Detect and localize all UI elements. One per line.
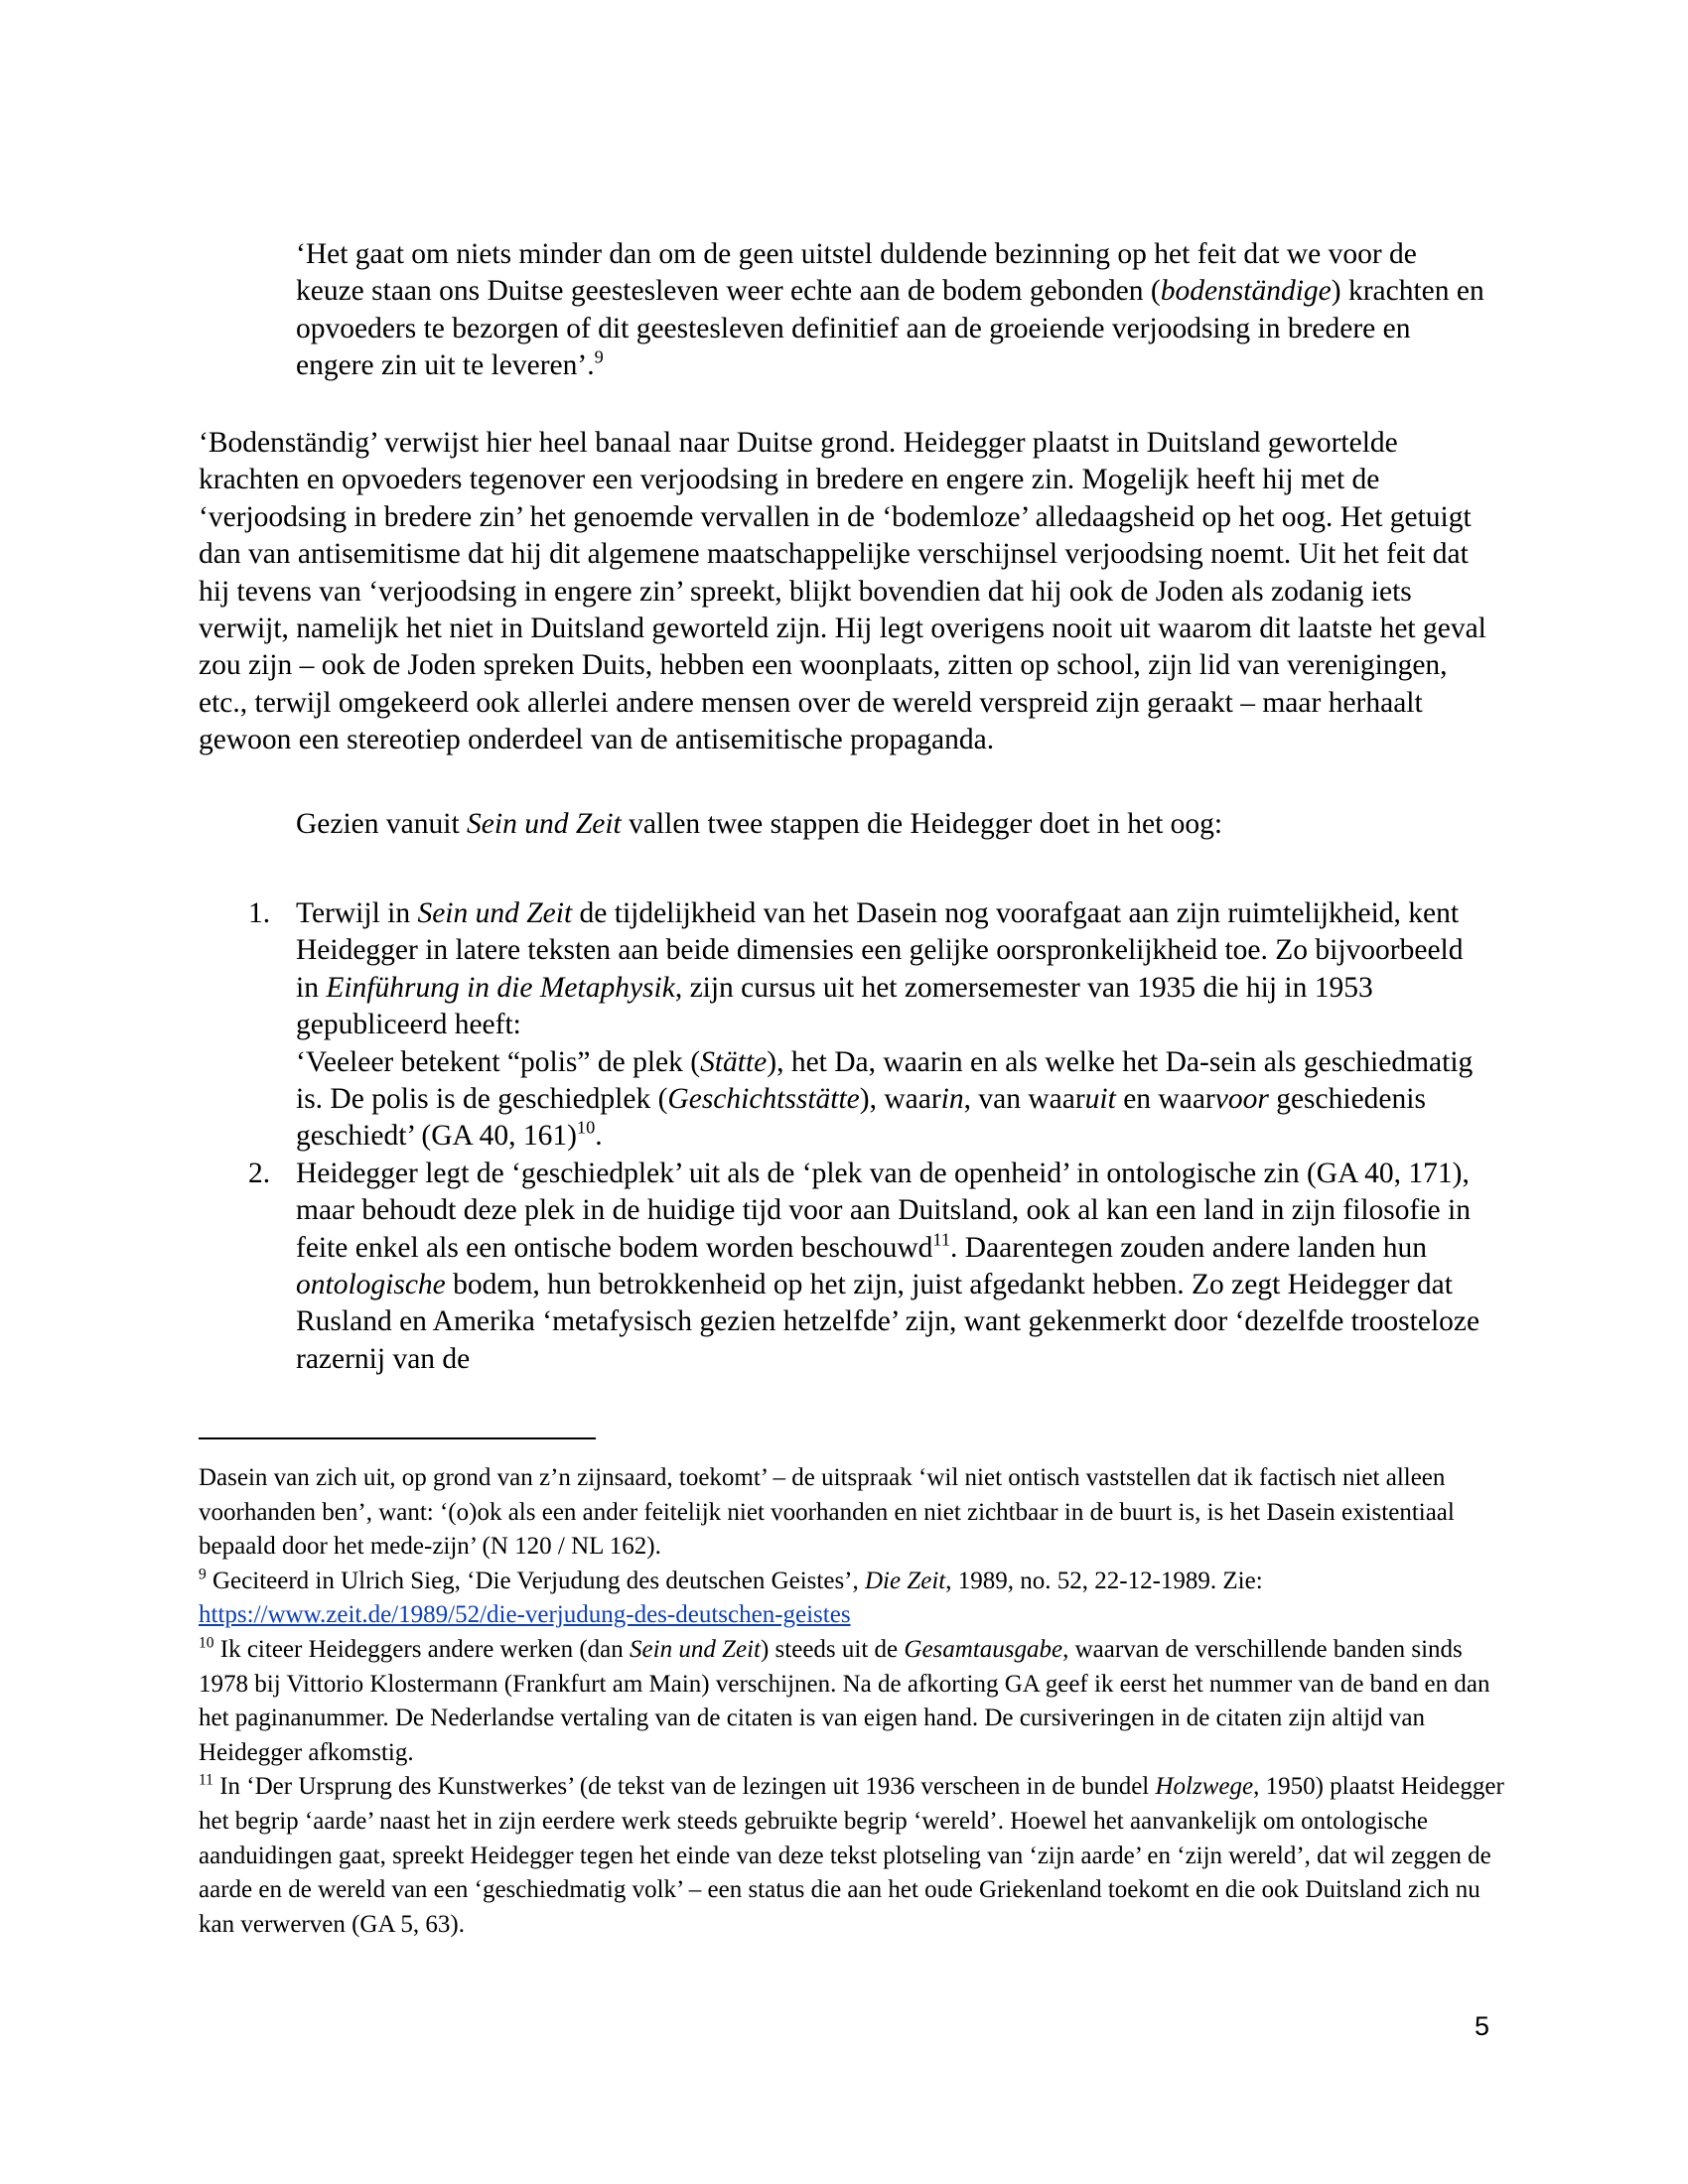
list-italic: Sein und Zeit xyxy=(417,897,573,929)
list-text: , zijn cursus uit het zomersemester van 1935 die hij in 1953 gepubliceerd heeft: xyxy=(296,971,1373,1041)
list-text: Heidegger legt de ‘geschiedplek’ uit als de ‘plek van de openheid’ in ontologische zin (GA 40, 171), maar behoudt deze plek in de huidige tijd voor aan Duitsland, ook al kan een land in zijn filosofie in feite enkel als een ontische bodem worden beschouwd xyxy=(296,1157,1471,1264)
quote-text: ) krachten en opvoeders te bezorgen of dit geestesleven definitief aan de groeiende verjoodsing in bredere en engere zin uit te leveren’. xyxy=(296,275,1484,382)
footnote-ref-10[interactable]: 10 xyxy=(576,1118,596,1139)
footnote-italic: Sein und Zeit xyxy=(630,1635,761,1663)
list-italic: Stätte xyxy=(700,1045,768,1078)
list-quote: en waar xyxy=(1115,1083,1215,1116)
footnote-text: , 1989, no. 52, 22-12-1989. Zie: xyxy=(945,1567,1263,1594)
list-text: bodem, hun betrokkenheid op het zijn, juist afgedankt hebben. Zo zegt Heidegger dat Rusland en Amerika ‘metafysisch gezien hetzelfde’ zijn, want gekenmerkt door ‘dezelfde troosteloze razernij van de xyxy=(296,1269,1480,1375)
footnote-ref-9[interactable]: 9 xyxy=(594,346,604,367)
footnote-text: , 1950) plaatst Heidegger het begrip ‘aarde’ naast het in zijn eerdere werk steeds gebruikte begrip ‘wereld’. Hoewel het aanvankelijk om ontologische aanduidingen gaat, spreekt Heidegger tegen het einde van deze tekst plotseling van ‘zijn aarde’ en ‘zijn wereld’, dat wil zeggen de aarde en de wereld van een ‘geschiedmatig volk’ – een status die aan het oude Griekenland toekomt en die ook Duitsland zich nu kan verwerven (GA 5, 63). xyxy=(199,1773,1504,1938)
body-paragraph: ‘Bodenständig’ verwijst hier heel banaal naar Duitse grond. Heidegger plaatst in Duitsland gewortelde krachten en opvoeders tegenover een verjoodsing in bredere en engere zin. Mogelijk heeft hij met de ‘verjoodsing in bredere zin’ het genoemde vervallen in de ‘bodemloze’ alledaagsheid op het oog. Het getuigt dan van antisemitisme dat hij dit algemene maatschappelijke verschijnsel verjoodsing noemt. Uit het feit dat hij tevens van ‘verjoodsing in engere zin’ spreekt, blijkt bovendien dat hij ook de Joden als zodanig iets verwijt, namelijk het niet in Duitsland geworteld zijn. Hij legt overigens nooit uit waarom dit laatste het geval zou zijn – ook de Joden spreken Duits, hebben een woonplaats, zitten op school, zijn lid van verenigingen, etc., terwijl omgekeerd ook allerlei andere mensen over de wereld verspreid zijn geraakt – maar herhaalt gewoon een stereotiep onderdeel van de antisemitische propaganda. xyxy=(199,427,1486,756)
list-italic: ontologische xyxy=(296,1269,446,1301)
block-quote xyxy=(296,236,1487,385)
footnote-italic: Holzwege xyxy=(1155,1773,1254,1801)
footnote-10 xyxy=(199,1633,1509,1770)
list-text: de tijdelijkheid van het Dasein nog voorafgaat aan zijn ruimtelijkheid, kent Heidegger in latere teksten aan beide dimensies een gelijke oorspronkelijkheid toe. Zo bijvoorbeeld in xyxy=(296,897,1464,1004)
list-number: 2. xyxy=(248,1157,271,1189)
footnote-separator xyxy=(199,1437,596,1439)
list-italic: Einführung in die Metaphysik xyxy=(326,971,675,1004)
footnote-text: Geciteerd in Ulrich Sieg, ‘Die Verjudung des deutschen Geistes’, xyxy=(206,1567,865,1594)
footnote-9 xyxy=(199,1565,1509,1633)
footnote-text: Ik citeer Heideggers andere werken (dan xyxy=(213,1635,631,1663)
list-quote: . xyxy=(595,1120,603,1153)
list-italic: voor xyxy=(1214,1083,1269,1116)
list-quote: ), waar xyxy=(859,1083,941,1116)
list-number: 1. xyxy=(248,897,271,929)
list-quote: , van waar xyxy=(963,1083,1085,1116)
list-italic: Geschichtsstätte xyxy=(667,1083,860,1116)
paragraph-italic: Sein und Zeit xyxy=(467,808,622,840)
list-quote: geschiedenis geschiedt’ (GA 40, 161) xyxy=(296,1083,1426,1153)
list-italic: in xyxy=(940,1083,964,1116)
footnote-continuation: Dasein van zich uit, op grond van z’n zijnsaard, toekomt’ – de uitspraak ‘wil niet ontisch vaststellen dat ik factisch niet alleen voorhanden ben’, want: ‘(o)ok als een ander feitelijk niet voorhanden en niet zichtbaar in de buurt is, is het Dasein existentiaal bepaald door het mede-zijn’ (N 120 / NL 162). xyxy=(199,1464,1455,1561)
list-item xyxy=(248,895,1489,1156)
footnote-text: , waarvan de verschillende banden sinds 1978 bij Vittorio Klostermann (Frankfurt am Main) verschijnen. Na de afkorting GA geef ik eerst het nummer van de band en dan het paginanummer. De Nederlandse vertaling van de citaten is van eigen hand. De cursiveringen in de citaten zijn altijd van Heidegger afkomstig. xyxy=(199,1635,1490,1766)
paragraph-text: vallen twee stappen die Heidegger doet in het oog: xyxy=(621,808,1223,840)
list-text: . Daarentegen zouden andere landen hun xyxy=(950,1231,1427,1264)
footnote-number: 9 xyxy=(199,1566,207,1583)
paragraph-text: Gezien vanuit xyxy=(296,808,468,840)
page-number: 5 xyxy=(1474,2011,1489,2041)
footnote-ref-11[interactable]: 11 xyxy=(932,1229,951,1250)
zeit-article-link[interactable]: https://www.zeit.de/1989/52/die-verjudung-des-deutschen-geistes xyxy=(199,1601,851,1629)
footnote-text: ) steeds uit de xyxy=(760,1635,905,1663)
footnote-number: 10 xyxy=(199,1634,214,1652)
body-paragraph-indented xyxy=(296,806,1487,843)
footnote-italic: Die Zeit xyxy=(865,1567,946,1594)
footnote-number: 11 xyxy=(199,1771,213,1789)
footnotes xyxy=(199,1461,1509,1942)
footnote-text: In ‘Der Ursprung des Kunstwerkes’ (de tekst van de lezingen uit 1936 verscheen in de bundel xyxy=(212,1773,1156,1801)
numbered-list xyxy=(248,895,1489,1378)
list-quote: ‘Veeleer betekent “polis” de plek ( xyxy=(296,1045,701,1078)
quote-text: ‘Het gaat om niets minder dan om de geen uitstel duldende bezinning op het feit dat we voor de keuze staan ons Duitse geestesleven weer echte aan de bodem gebonden ( xyxy=(296,238,1417,308)
list-item xyxy=(248,1156,1489,1378)
footnote-italic: Gesamtausgabe xyxy=(904,1635,1063,1663)
quote-italic: bodenständige xyxy=(1160,275,1332,308)
list-text: Terwijl in xyxy=(296,897,418,929)
list-italic: uit xyxy=(1084,1083,1116,1116)
list-quote: ), het Da, waarin en als welke het Da-sein als geschiedmatig is. De polis is de geschiedplek ( xyxy=(296,1045,1474,1116)
footnote-11 xyxy=(199,1770,1509,1942)
